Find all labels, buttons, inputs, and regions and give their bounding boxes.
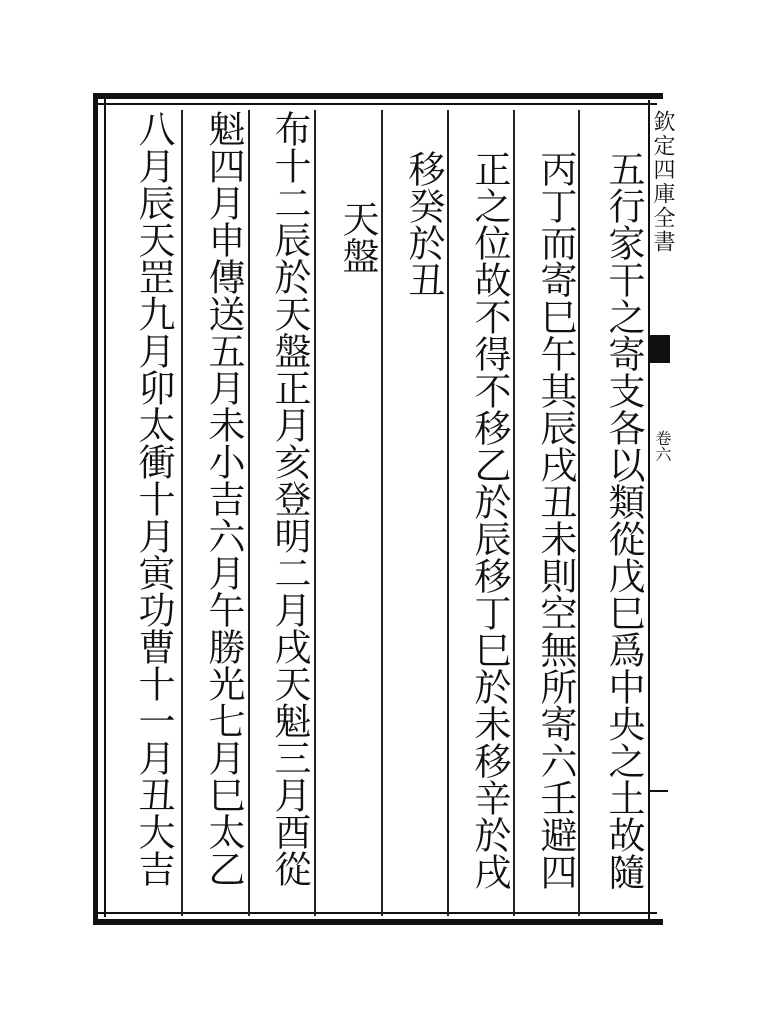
text-column-3: 正之位故不得不移乙於辰移丁巳於未移辛於戌 — [468, 150, 511, 890]
text-column-1: 五行家干之寄支各以類從戊巳爲中央之土故隨 — [602, 150, 645, 890]
text-column-2: 丙丁而寄巳午其辰戌丑未則空無所寄六壬避四 — [534, 150, 577, 890]
margin-juan: 卷六 — [653, 430, 672, 462]
text-column-7: 魁四月申傳送五月未小吉六月午勝光七月巳太乙 — [202, 110, 245, 887]
text-column-6: 布十二辰於天盤正月亥登明二月戌天魁三月酉從 — [268, 110, 311, 887]
text-column-8: 八月辰天罡九月卯太衝十月寅功曹十一月丑大吉 — [132, 110, 175, 887]
column-rule — [314, 110, 316, 916]
fish-tail-mark — [650, 335, 670, 363]
margin-title: 欽定四庫全書 — [650, 110, 675, 254]
inner-left-border — [104, 99, 106, 917]
column-rule — [248, 110, 250, 916]
text-column-4: 移癸於丑 — [402, 150, 445, 298]
section-heading: 天盤 — [336, 200, 379, 274]
column-rule — [181, 110, 183, 916]
margin-dash — [650, 790, 668, 792]
inner-top-border — [97, 103, 657, 105]
